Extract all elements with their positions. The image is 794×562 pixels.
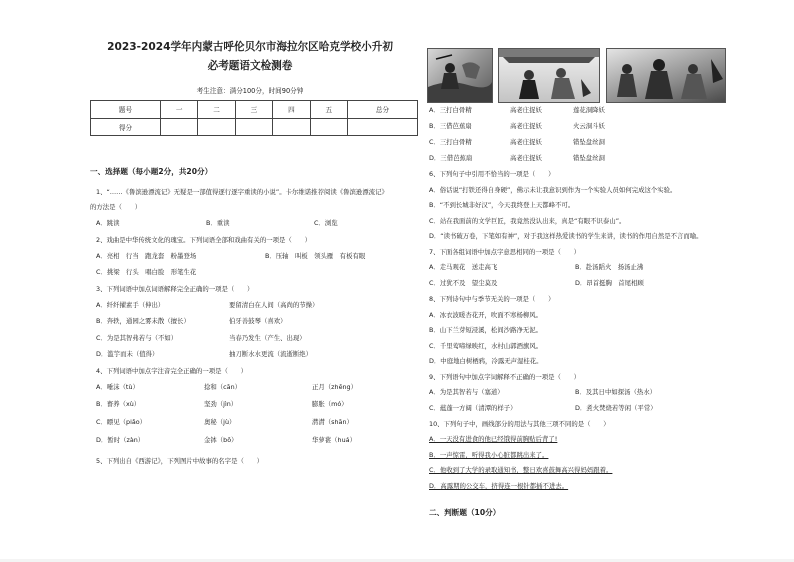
option-text: 错坠盘丝洞	[573, 138, 605, 146]
option-text: 火云洞斗妖	[573, 122, 605, 130]
score-header-cell: 题号	[91, 101, 161, 119]
question-line: 7、下面各组词语中加点字意思相同的一项是（ ）	[429, 248, 581, 256]
score-cell	[160, 118, 197, 136]
option-text: C．蕴蓬一方阔（清潭的样子）	[429, 404, 517, 412]
option-text: C．千里莺啼绿映红，水村山郭酒旗风。	[429, 342, 543, 350]
option-text: A．三打白骨精	[429, 106, 472, 114]
score-header-cell: 二	[198, 101, 235, 119]
score-cell	[310, 118, 347, 136]
option-text: C．瞟见（piǎo）	[96, 418, 147, 426]
score-cell	[273, 118, 310, 136]
option-text: D．中庭地白树栖鸦，冷露无声湿桂花。	[429, 357, 543, 365]
question-line: 1、“……《鲁滨逊漂流记》无疑是一部值得逐行逐字重读的小说”。卡尔维诺推荐阅读《鲁滨逊漂流记》	[96, 188, 388, 196]
option-text: 抽刀断水水更流（流逝断绝）	[229, 350, 313, 358]
exam-title-line2: 必考题语文检测卷	[207, 60, 293, 72]
option-text: B．一声惊雷，听得我小心脏都跳出来了。	[429, 451, 549, 459]
option-text: 莲花洞降妖	[573, 106, 605, 114]
score-table-score-row	[91, 118, 418, 136]
option-text: C．浏览	[314, 219, 338, 227]
option-text: 高老庄捉妖	[510, 122, 542, 130]
score-row-label: 得分	[91, 118, 161, 136]
score-header-cell: 三	[235, 101, 272, 119]
option-text: D．滥竽而未（值得）	[96, 350, 159, 358]
option-text: 高老庄捉妖	[510, 106, 542, 114]
option-text: B．赴汤蹈火 扬汤止沸	[575, 263, 644, 271]
option-text: B．三借芭蕉扇	[429, 122, 472, 130]
option-text: D．“读书破万卷，下笔如有神”，对于我这样热爱读书的学生来讲，读书的作用自然是不言而喻。	[429, 232, 703, 240]
option-text: A．亮相 行当 跑龙套 粉墨登场	[96, 252, 197, 260]
score-table-header-row	[91, 101, 418, 119]
option-text: D．煮火焚烧若等闲（平常）	[575, 404, 657, 412]
question-line: 8、下列诗句中与季节无关的一项是（ ）	[429, 295, 555, 303]
exam-notice: 考生注意：满分100分，时间90分钟	[196, 87, 304, 95]
option-text: A．纤纤擢素手（伸出）	[96, 301, 165, 309]
option-text: A．一天没有进食的他已经饿得前胸贴后背了!	[429, 435, 558, 443]
question-line: 10、下列句子中，画线部分的用法与其他三项不同的是（ ）	[429, 420, 610, 428]
option-text: C．过犹不及 望尘莫及	[429, 279, 498, 287]
option-text: 伯牙善鼓琴（喜欢）	[229, 317, 287, 325]
option-text: B．及其日中如探汤（热水）	[575, 388, 657, 396]
question-line: 的方法是（ ）	[90, 203, 142, 211]
option-text: A．唾沫（tù）	[96, 383, 139, 391]
option-text: 膨胀（mó）	[312, 400, 348, 408]
section-heading-choice: 一、选择题（每小题2分，共20分）	[90, 167, 213, 176]
option-text: C．挑梁 行头 唱白脸 形笔生花	[96, 268, 197, 276]
score-header-cell: 五	[310, 101, 347, 119]
option-text: C．三打白骨精	[429, 138, 472, 146]
illustration-scene-2	[498, 48, 600, 103]
option-text: 高老庄捉妖	[510, 154, 542, 162]
option-text: B．畜养（xù）	[96, 400, 141, 408]
option-text: 奥秘（jù）	[204, 418, 236, 426]
option-text: A．俗话说“打铁还得自身硬”，佛示未让我意识到作为一个实验人员如何完成这个实验。	[429, 186, 677, 194]
option-text: A．跳读	[96, 219, 120, 227]
option-text: 错坠盘丝洞	[573, 154, 605, 162]
score-cell	[348, 118, 418, 136]
option-text: B．“不到长城非好汉”，今天我终登上天都峰不可。	[429, 201, 575, 209]
option-text: 潸潸（shān）	[312, 418, 353, 426]
option-text: 坚劲（jìn）	[204, 400, 238, 408]
option-text: B．山下兰芽短浸溪，松间沙路净无泥。	[429, 326, 543, 334]
option-text: C．站在我面前的文学巨匠，我竟然没认出来，真是“有眼不识泰山”。	[429, 217, 626, 225]
question-line: 9、下列语句中加点字词解释不正确的一项是（ ）	[429, 373, 581, 381]
option-text: B．奔轶，通园之雾未散（擅长）	[96, 317, 190, 325]
illustration-scene-1	[427, 48, 493, 103]
score-header-cell: 总分	[348, 101, 418, 119]
option-text: C．为是其智弗若与（不如）	[96, 334, 178, 342]
score-cell	[198, 118, 235, 136]
option-text: D．高露期的公交车，挤得连一根针都插不进去。	[429, 482, 569, 490]
option-text: D．三借芭蕉扇	[429, 154, 473, 162]
question-line: 4、下列词语中加点字注音完全正确的一项是（ ）	[96, 367, 248, 375]
option-text: C．他收到了大学的录取通知书，整日欢喜鼓舞高兴得妈妈跟着。	[429, 466, 613, 474]
option-text: 当春乃发生（产生、出现）	[229, 334, 306, 342]
score-header-cell: 一	[160, 101, 197, 119]
illustration-scene-3	[606, 48, 726, 103]
option-text: 华萝葚（huá）	[312, 436, 356, 444]
option-text: 金钵（bō）	[204, 436, 238, 444]
option-text: D．昂首挺胸 首尾相顾	[575, 279, 644, 287]
option-text: A．为是其智若与（塞道）	[429, 388, 504, 396]
section-heading-judge: 二、判断题（10分）	[429, 508, 501, 517]
option-text: 捻和（cān）	[204, 383, 242, 391]
option-text: 高老庄捉妖	[510, 138, 542, 146]
option-text: D．暂时（zàn）	[96, 436, 145, 444]
option-text: 正月（zhēng）	[312, 383, 358, 391]
option-text: B．重读	[206, 219, 230, 227]
score-table	[90, 100, 418, 136]
score-cell	[235, 118, 272, 136]
option-text: A．冰衣波暖杏花开，吹面不寒杨柳风。	[429, 311, 543, 319]
option-text: 要留清白在人间（高尚的节操）	[229, 301, 319, 309]
question-line: 5、下列出自《西游记》，下列图片中故事的名字是（ ）	[96, 457, 264, 465]
score-header-cell: 四	[273, 101, 310, 119]
option-text: B．压轴 叫板 领头雁 有板有眼	[265, 252, 366, 260]
option-text: A．走马观花 送走高飞	[429, 263, 498, 271]
question-line: 6、下列句子中引用不恰当的一项是（ ）	[429, 170, 555, 178]
question-line: 2、戏曲是中华传统文化的瑰宝。下列词语全部和戏曲有关的一项是（ ）	[96, 236, 311, 244]
question-line: 3、下列词语中加点词语解释完全正确的一项是（ ）	[96, 285, 254, 293]
exam-title-line1: 2023-2024学年内蒙古呼伦贝尔市海拉尔区哈克学校小升初	[107, 41, 393, 53]
